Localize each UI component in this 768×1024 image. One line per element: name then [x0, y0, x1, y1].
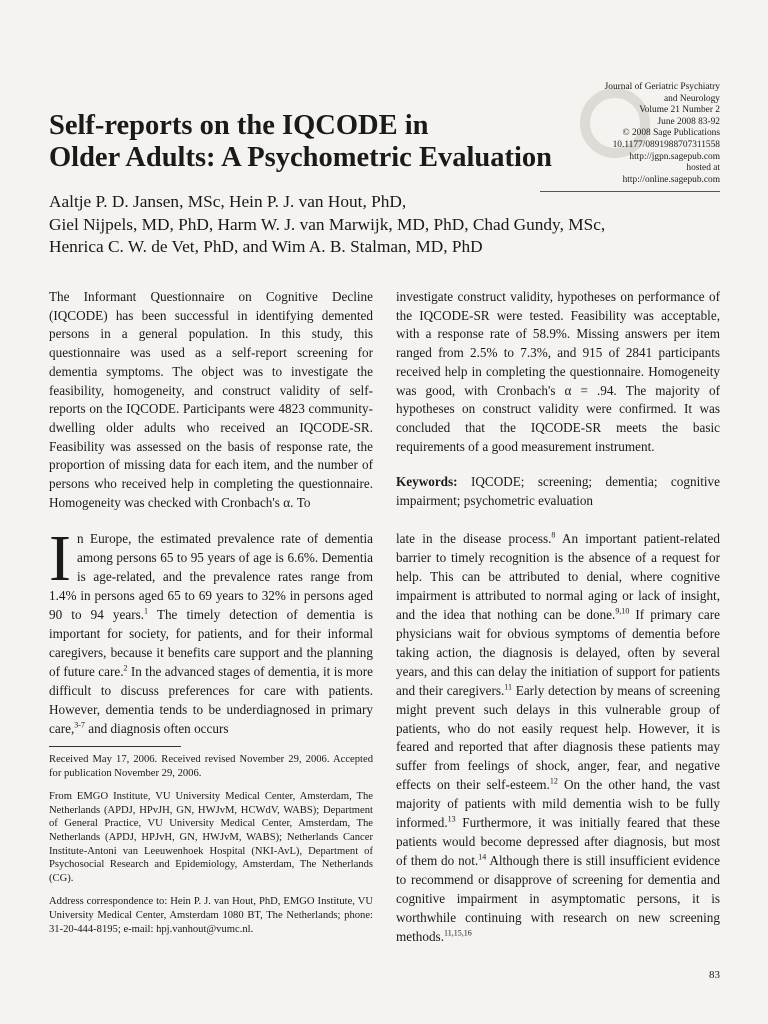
drop-cap: I: [49, 522, 71, 595]
footnote-affiliations: From EMGO Institute, VU University Medical Center, Amsterdam, The Netherlands (APDJ, HPvJH, GN, HWJvM, HCWdV, WABS); Department of General Practice, VU University Medical Center, Amsterdam, The Netherlands (APDJ, HPJvH, GN, HWJvM, WABS); Netherlands Cancer Institute-Antoni van Leeuwenhoek Hospital (NKI-AvL), Department of Psychosocial Research and Epidemiology, Amsterdam, The Netherlands (CG).: [49, 791, 373, 884]
citation-ref[interactable]: 14: [478, 852, 487, 862]
abstract-text-right: investigate construct validity, hypotheses on performance of the IQCODE-SR were tested. Feasibility was acceptable, with a response rate of 58.9%. Missing answers per item ranged from 2.5% to 7.3%, and 915 of 2841 participants received help in completing the questionnaire. Homogeneity was good, with Cronbach's α = .94. The majority of hypotheses on construct validity were confirmed. It was concluded that the IQCODE-SR meets the basic requirements of a good measurement instrument.: [396, 289, 720, 454]
footnotes: [49, 753, 373, 946]
body-right-column: [396, 530, 720, 947]
body-text: An important patient-related barrier to timely recognition is the absence of a request for help. This can be attributed to denial, where cognitive impairment is attributed to normal aging or lack of insight, and the idea that nothing can be done.: [396, 531, 720, 622]
journal-doi: 10.1177/0891988707311558: [612, 139, 720, 150]
body-text: On the other hand, the vast majority of patients with mild dementia wish to be fully informed.: [396, 777, 720, 831]
journal-volume: Volume 21 Number 2: [639, 105, 720, 116]
authors-line-1: Aaltje P. D. Jansen, MSc, Hein P. J. van Hout, PhD,: [49, 192, 407, 211]
body-text: late in the disease process.: [396, 531, 552, 546]
body-text: n Europe, the estimated prevalence rate of dementia among persons 65 to 95 years of age is 6.6%. Dementia is age-related, and the prevalence rates range from 1.4% in persons aged 65 to 69 years to 32% in persons aged 90 to 94 years.: [49, 531, 373, 622]
journal-name: Journal of Geriatric Psychiatry: [604, 82, 720, 92]
citation-ref[interactable]: 3-7: [74, 720, 85, 730]
author-list: [49, 191, 739, 259]
journal-url[interactable]: http://jgpn.sagepub.com: [629, 151, 720, 162]
body-text: Early detection by means of screening might prevent such delays in this vulnerable group of patients, who do not easily request help. However, it is feared and reported that after diagnosis these patients may suffer from feelings of shock, anger, fear, and negative effects on their self-esteem.: [396, 682, 720, 793]
article-title: [49, 110, 589, 174]
authors-line-3: Henrica C. W. de Vet, PhD, and Wim A. B. Stalman, MD, PhD: [49, 237, 483, 256]
citation-ref[interactable]: 11,15,16: [444, 928, 472, 938]
citation-ref[interactable]: 11: [504, 682, 512, 692]
footnote-received: Received May 17, 2006. Received revised November 29, 2006. Accepted for publication November 29, 2006.: [49, 754, 373, 779]
citation-ref[interactable]: 9,10: [615, 606, 630, 616]
footnote-correspondence: Address correspondence to: Hein P. J. van Hout, PhD, EMGO Institute, VU University Medical Center, Amsterdam 1080 BT, The Netherlands; phone: 31-20-444-8195; e-mail: hpj.vanhout@vumc.nl.: [49, 896, 373, 935]
citation-ref[interactable]: 12: [549, 777, 558, 786]
body-left-column: [49, 522, 373, 738]
authors-line-2: Giel Nijpels, MD, PhD, Harm W. J. van Marwijk, MD, PhD, Chad Gundy, MSc,: [49, 214, 606, 234]
body-text: In the advanced stages of dementia, it is more difficult to discuss preferences for care with patients. However, dementia tends to be underdiagnosed in primary care,: [49, 663, 373, 736]
body-text: Furthermore, it was initially feared that these patients would become depressed after diagnosis, but most of them do not.: [396, 815, 720, 869]
abstract-left-column: [49, 288, 373, 512]
citation-ref[interactable]: 1: [144, 606, 149, 616]
footnote-divider: [49, 746, 181, 747]
abstract-right-column: [396, 288, 720, 511]
keywords-label: Keywords:: [396, 474, 458, 490]
citation-ref[interactable]: 13: [447, 814, 456, 824]
journal-copyright: © 2008 Sage Publications: [622, 128, 720, 139]
title-line-2: Older Adults: A Psychometric Evaluation: [49, 142, 552, 173]
keywords-text: IQCODE; screening; dementia; cognitive impairment; psychometric evaluation: [396, 474, 721, 509]
journal-host-url[interactable]: http://online.sagepub.com: [622, 174, 720, 185]
citation-ref[interactable]: 2: [123, 663, 128, 673]
abstract-text-left: The Informant Questionnaire on Cognitive Decline (IQCODE) has been successful in identifying demented persons in a general population. In this study, this questionnaire was used as a self-report screening for dementia symptoms. The object was to investigate the feasibility, homogeneity, and construct validity of self-reports on the IQCODE. Participants were 4823 community-dwelling older adults who received an IQCODE-SR. Feasibility was assessed on the basis of response rate, the proportion of missing data for each item, and the number of persons who received help in completing the questionnaire. Homogeneity was checked with Cronbach's α. To: [49, 289, 373, 510]
citation-ref[interactable]: 8: [551, 530, 556, 540]
body-text: If primary care physicians wait for obvious symptoms of dementia before taking action, the diagnosis is delayed, often by several years, and this can delay the initiation of support for patients and their caregivers.: [396, 606, 721, 698]
keywords: [396, 473, 720, 510]
journal-date-pages: June 2008 83-92: [657, 116, 720, 127]
title-line-1: Self-reports on the IQCODE in: [49, 110, 429, 141]
body-text: The timely detection of dementia is important for society, for patients, and for their informal caregivers, because it benefits care support and the planning of future care.: [49, 606, 373, 679]
page-number: 83: [709, 969, 720, 981]
journal-name-cont: and Neurology: [664, 93, 720, 104]
body-text: and diagnosis often occurs: [84, 720, 229, 736]
body-text: Although there is still insufficient evidence to recommend or disapprove of screening for dementia and cognitive impairment in asymptomatic persons, it is worthwhile continuing with research on new screening methods.: [396, 853, 720, 945]
journal-hosted-label: hosted at: [686, 163, 720, 174]
